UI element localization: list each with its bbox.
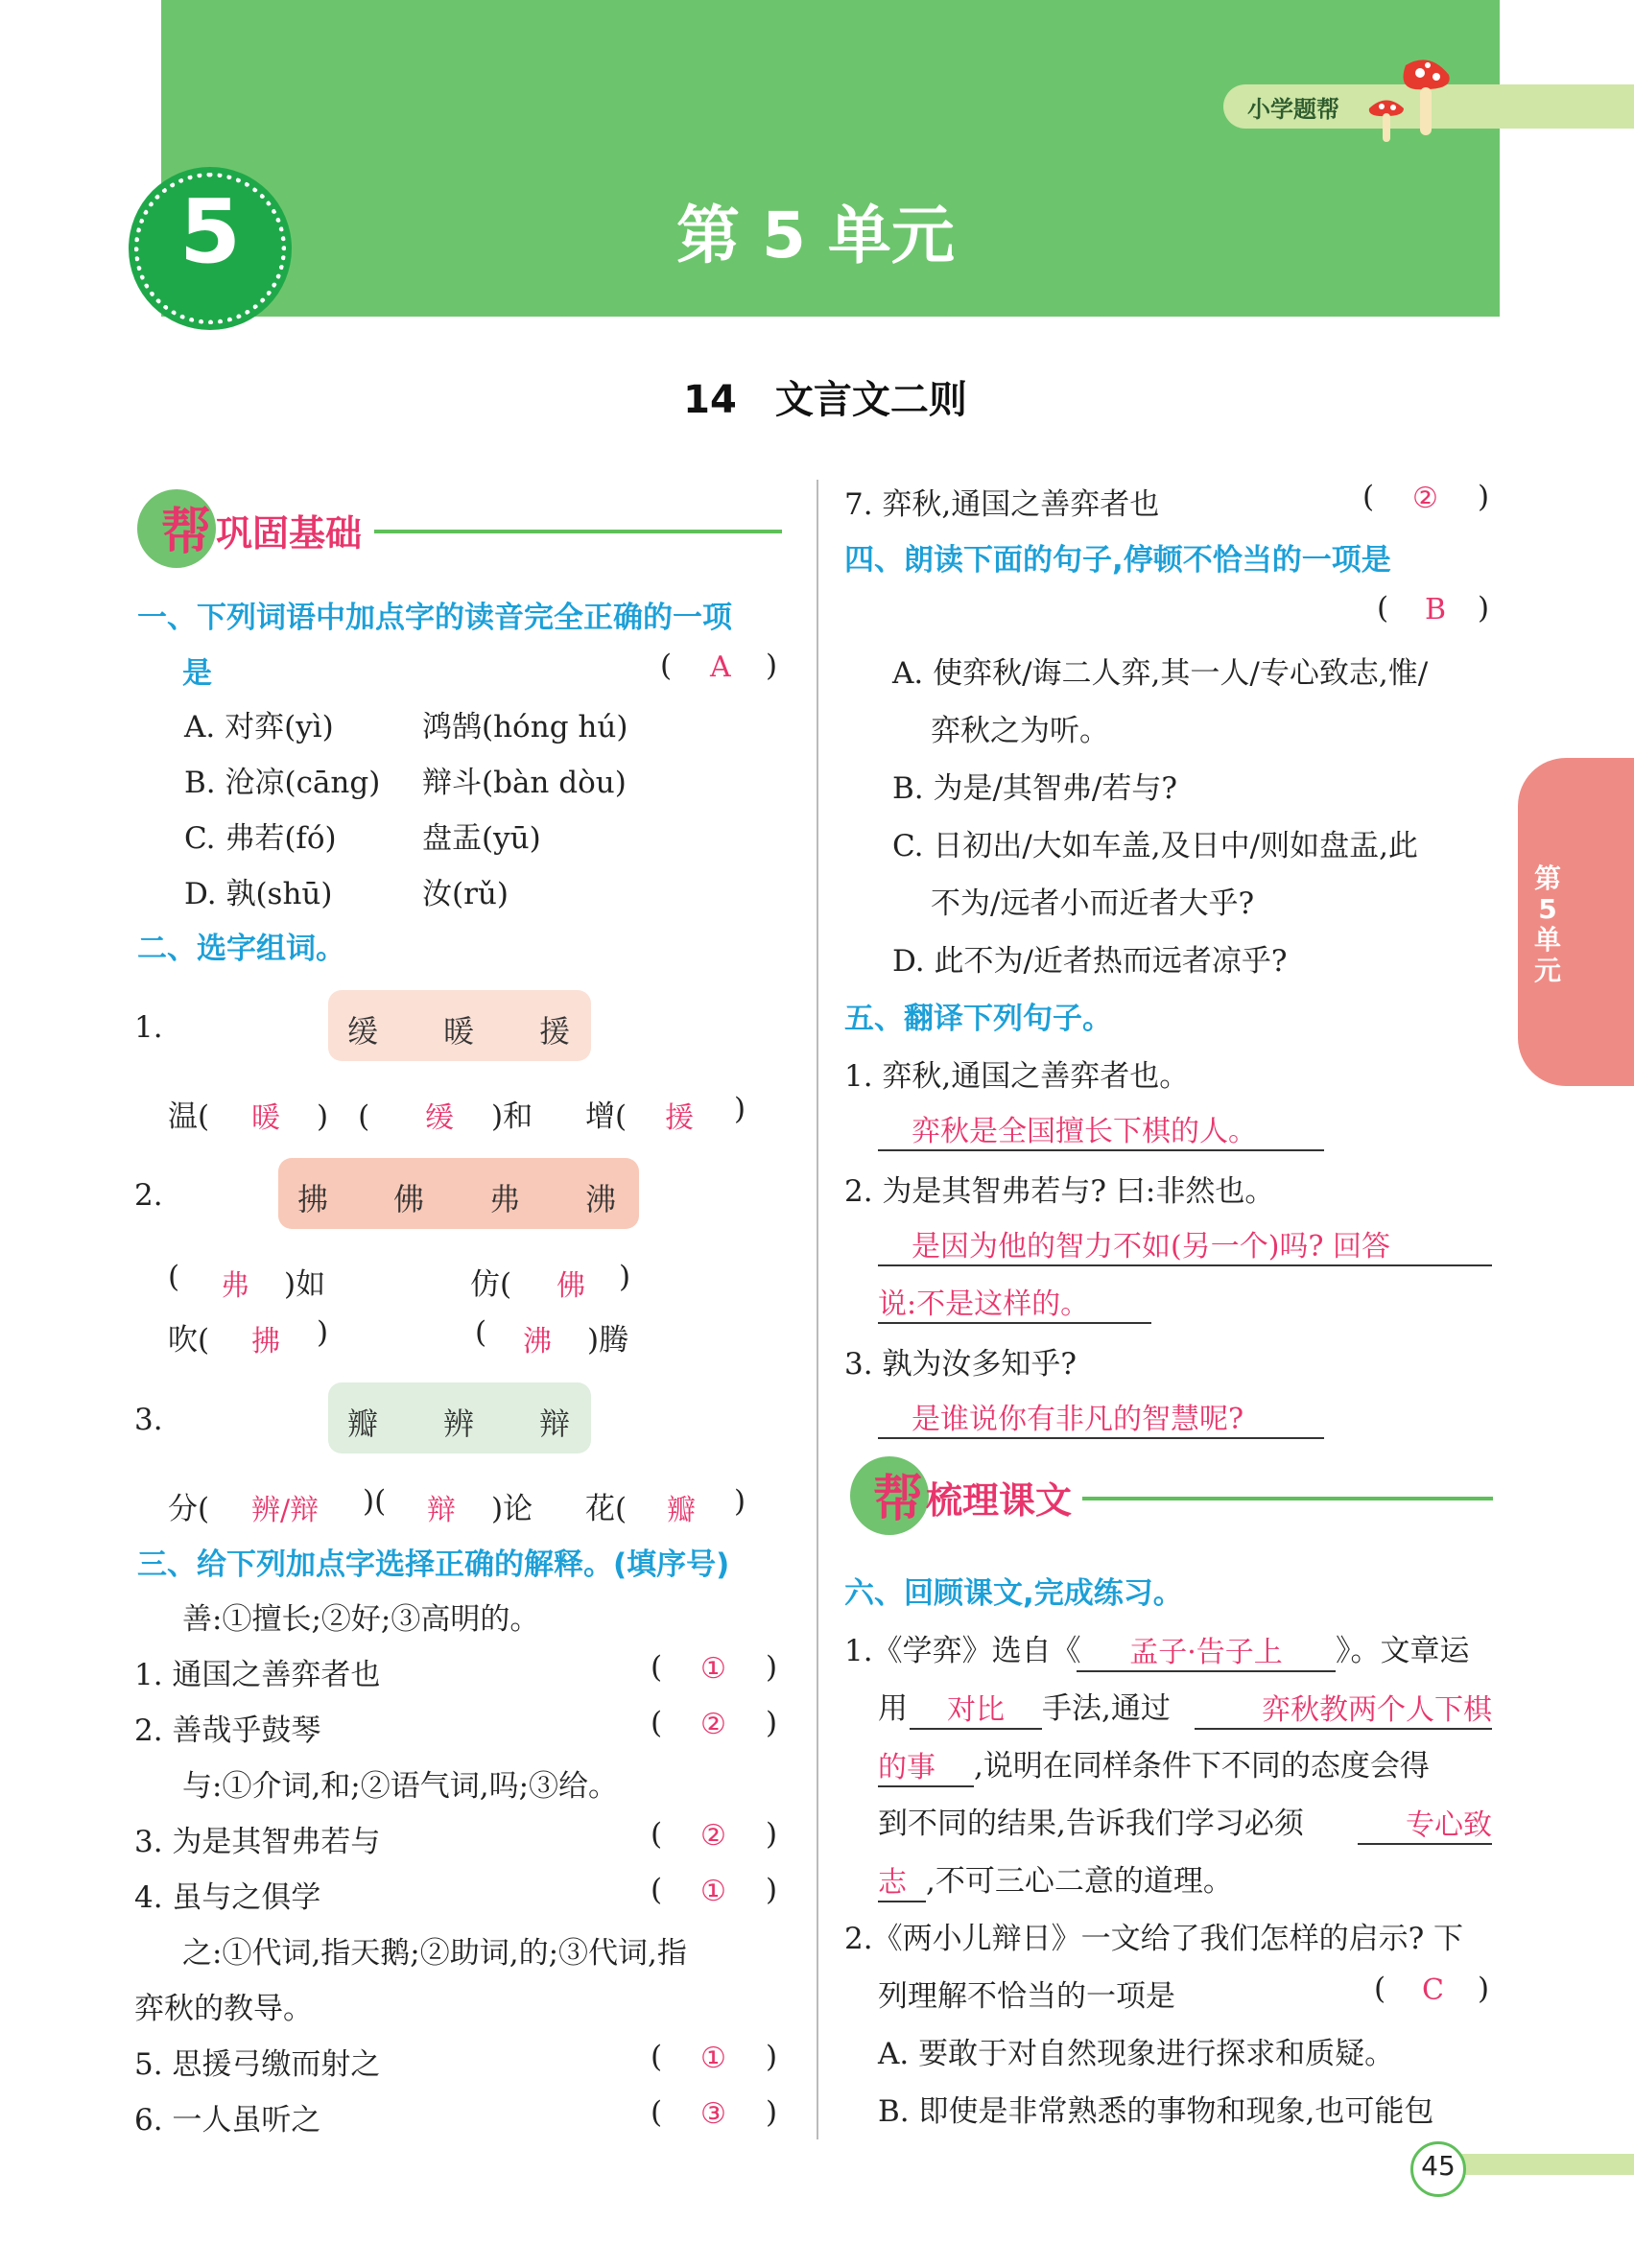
q6-answer: 对比: [910, 1686, 1042, 1730]
q2-g1-answer: 暖: [251, 1101, 280, 1135]
q2-group1-num: 1.: [134, 1010, 163, 1045]
answer-paren: ): [1478, 1972, 1490, 2006]
q6-answer: 专心致: [1358, 1801, 1492, 1845]
q6-title: 六、回顾课文,完成练习。: [844, 1576, 1183, 1611]
section-title-basics: 巩固基础: [216, 512, 363, 555]
q3-item: 1. 通国之善弈者也: [134, 1658, 381, 1692]
section-rule: [1082, 1497, 1493, 1500]
q1-title-cont: 是: [182, 656, 212, 691]
q6-text: 手法,通过: [1042, 1691, 1171, 1726]
q4-option-cont: 不为/远者小而近者大乎?: [931, 886, 1255, 921]
answer-paren: ): [766, 2040, 778, 2074]
q2-g1-answer: 援: [665, 1101, 694, 1135]
answer-paren: (: [651, 1873, 663, 1907]
fill-text: 分(: [168, 1492, 210, 1526]
q2-g3-answer: 辩: [427, 1494, 456, 1527]
q1-option-a-pair: 鸿鹄(hóng hú): [422, 710, 628, 744]
q2-g1-answer: 缓: [425, 1101, 454, 1135]
q4-option: B. 为是/其智弗/若与?: [892, 771, 1177, 806]
q5-sentence: 3. 孰为汝多知乎?: [844, 1347, 1077, 1382]
section-badge-char: 帮: [161, 504, 212, 561]
q4-option: C. 日初出/大如车盖,及日中/则如盘盂,此: [892, 829, 1418, 863]
q5-sentence: 1. 弈秋,通国之善弈者也。: [844, 1059, 1190, 1094]
q3-answer: ①: [700, 1875, 726, 1908]
answer-paren: (: [660, 649, 673, 683]
q1-option-a: A. 对弈(yì): [184, 710, 334, 744]
q5-translation: 是谁说你有非凡的智慧呢?: [878, 1395, 1324, 1439]
q6-answer: C: [1422, 1973, 1444, 2007]
q6-option: B. 即使是非常熟悉的事物和现象,也可能包: [878, 2094, 1434, 2129]
q3-definition: 与:①介词,和;②语气词,吗;③给。: [182, 1769, 619, 1804]
q3-answer: ②: [700, 1819, 726, 1853]
q2-g3-answer: 辨/辩: [251, 1494, 320, 1527]
fill-text: 仿(: [470, 1267, 512, 1302]
q4-title: 四、朗读下面的句子,停顿不恰当的一项是: [844, 543, 1391, 578]
q3-definition-cont: 弈秋的教导。: [134, 1992, 313, 2026]
char-option: 援: [539, 1013, 571, 1050]
answer-paren: (: [651, 1650, 663, 1685]
answer-paren: ): [1478, 591, 1490, 626]
q3-answer: ①: [700, 2042, 726, 2075]
char-option: 沸: [585, 1181, 617, 1217]
q6-text: 1.《学弈》选自《: [844, 1634, 1081, 1668]
q2-group3-box: [328, 1382, 591, 1453]
q4-answer: B: [1425, 593, 1447, 626]
answer-paren: ): [1478, 480, 1490, 514]
answer-paren: ): [766, 1650, 778, 1685]
answer-paren: ): [766, 2095, 778, 2130]
q5-translation: 是因为他的智力不如(另一个)吗? 回答: [878, 1222, 1492, 1266]
q3-item: 4. 虽与之俱学: [134, 1880, 321, 1915]
char-option: 暖: [443, 1013, 475, 1050]
q3-item: 7. 弈秋,通国之善弈者也: [844, 487, 1160, 522]
answer-paren: ): [766, 649, 778, 683]
q3-item: 5. 思援弓缴而射之: [134, 2047, 381, 2082]
q3-item: 3. 为是其智弗若与: [134, 1825, 381, 1859]
answer-paren: ): [766, 1873, 778, 1907]
q6-option: A. 要敢于对自然现象进行探求和质疑。: [878, 2037, 1395, 2071]
q3-answer: ③: [700, 2097, 726, 2131]
fill-text: 温(: [168, 1099, 210, 1134]
q2-group1-box: [328, 990, 591, 1061]
q1-option-b: B. 沧凉(cāng): [184, 766, 381, 800]
q1-option-c-pair: 盘盂(yū): [422, 821, 541, 856]
fill-text: (: [168, 1260, 180, 1294]
q1-option-d: D. 孰(shū): [184, 877, 333, 911]
answer-paren: (: [1374, 1972, 1386, 2006]
q6-text: 》。文章运: [1336, 1634, 1470, 1668]
q1-option-b-pair: 辩斗(bàn dòu): [422, 766, 627, 800]
q3-answer: ②: [1412, 482, 1438, 515]
fill-text: ): [734, 1484, 746, 1519]
fill-text: )论: [491, 1492, 533, 1526]
q6-text: 2.《两小儿辩日》一文给了我们怎样的启示? 下: [844, 1922, 1464, 1956]
answer-paren: ): [766, 1706, 778, 1740]
q1-answer: A: [710, 650, 731, 684]
q5-translation: 弈秋是全国擅长下棋的人。: [878, 1107, 1324, 1151]
q6-text: ,说明在同样条件下不同的态度会得: [974, 1749, 1430, 1784]
lesson-title: 14 文言文二则: [683, 378, 967, 422]
q5-sentence: 2. 为是其智弗若与? 曰:非然也。: [844, 1174, 1275, 1209]
q4-option: A. 使弈秋/诲二人弈,其一人/专心致志,惟/: [892, 656, 1429, 691]
banner-wave: [161, 288, 1500, 326]
fill-text: )和: [491, 1099, 533, 1134]
fill-text: ) (: [317, 1099, 370, 1134]
fill-text: 增(: [585, 1099, 628, 1134]
brand-name: 小学题帮: [1247, 96, 1339, 123]
q6-answer: 孟子·告子上: [1077, 1628, 1336, 1672]
q2-g2-answer: 弗: [221, 1269, 249, 1303]
unit-title: 第 5 单元: [676, 199, 955, 272]
unit-side-tab-label: 第 5 单 元: [1533, 862, 1561, 986]
q6-answer: 的事: [878, 1743, 974, 1787]
section-badge-char: 帮: [873, 1471, 924, 1528]
answer-paren: (: [651, 2095, 663, 2130]
q3-answer: ①: [700, 1652, 726, 1686]
q6-text: ,不可三心二意的道理。: [926, 1864, 1233, 1899]
q4-option-cont: 弈秋之为听。: [931, 714, 1109, 748]
char-option: 辩: [539, 1406, 571, 1442]
q2-g2-answer: 拂: [251, 1325, 280, 1358]
q3-definition: 之:①代词,指天鹅;②助词,的;③代词,指: [182, 1936, 687, 1971]
q6-text: 列理解不恰当的一项是: [878, 1979, 1175, 2014]
fill-text: ): [734, 1092, 746, 1126]
q3-answer: ②: [700, 1708, 726, 1741]
char-option: 缓: [347, 1013, 379, 1050]
fill-text: )腾: [587, 1323, 629, 1358]
answer-paren: (: [651, 2040, 663, 2074]
q6-answer: 弈秋教两个人下棋: [1195, 1686, 1492, 1730]
page-bar: [1444, 2154, 1634, 2175]
q2-title: 二、选字组词。: [137, 932, 345, 966]
fill-text: 吹(: [168, 1323, 210, 1358]
q1-option-c: C. 弗若(fó): [184, 821, 337, 856]
char-option: 拂: [297, 1181, 329, 1217]
q2-g2-answer: 沸: [523, 1325, 552, 1358]
q6-text: 到不同的结果,告诉我们学习必须: [878, 1807, 1304, 1841]
char-option: 弗: [489, 1181, 521, 1217]
column-divider: [817, 480, 818, 2139]
unit-number: 5: [178, 180, 241, 283]
q2-group2-num: 2.: [134, 1178, 163, 1213]
q6-answer: 志: [878, 1858, 926, 1902]
answer-paren: (: [651, 1817, 663, 1852]
char-option: 瓣: [347, 1406, 379, 1442]
q2-group3-num: 3.: [134, 1403, 163, 1437]
fill-text: (: [475, 1315, 487, 1350]
fill-text: ): [317, 1315, 329, 1350]
page-number: 45: [1421, 2150, 1456, 2182]
answer-paren: ): [766, 1817, 778, 1852]
char-option: 佛: [393, 1181, 425, 1217]
q6-text: 用: [878, 1691, 908, 1726]
q3-item: 6. 一人虽听之: [134, 2103, 321, 2138]
q3-definition: 善:①擅长;②好;③高明的。: [182, 1602, 540, 1637]
fill-text: )如: [284, 1267, 326, 1302]
q5-translation: 说:不是这样的。: [878, 1280, 1151, 1324]
char-option: 辨: [443, 1406, 475, 1442]
q1-option-d-pair: 汝(rǔ): [422, 877, 509, 911]
q4-option: D. 此不为/近者热而远者凉乎?: [892, 944, 1288, 979]
q2-g2-answer: 佛: [557, 1269, 585, 1303]
q2-group2-box: [278, 1158, 639, 1229]
fill-text: 花(: [585, 1492, 628, 1526]
q1-title: 一、下列词语中加点字的读音完全正确的一项: [137, 601, 732, 635]
q3-title: 三、给下列加点字选择正确的解释。(填序号): [137, 1547, 730, 1582]
answer-paren: (: [1377, 591, 1389, 626]
q3-item: 2. 善哉乎鼓琴: [134, 1713, 321, 1748]
mushroom-icon: [1367, 56, 1473, 147]
q2-g3-answer: 瓣: [667, 1494, 696, 1527]
fill-text: ): [619, 1260, 631, 1294]
fill-text: )(: [363, 1484, 387, 1519]
answer-paren: (: [651, 1706, 663, 1740]
answer-paren: (: [1362, 480, 1375, 514]
section-rule: [374, 530, 782, 533]
q5-title: 五、翻译下列句子。: [844, 1002, 1112, 1036]
section-title-review: 梳理课文: [926, 1479, 1073, 1522]
